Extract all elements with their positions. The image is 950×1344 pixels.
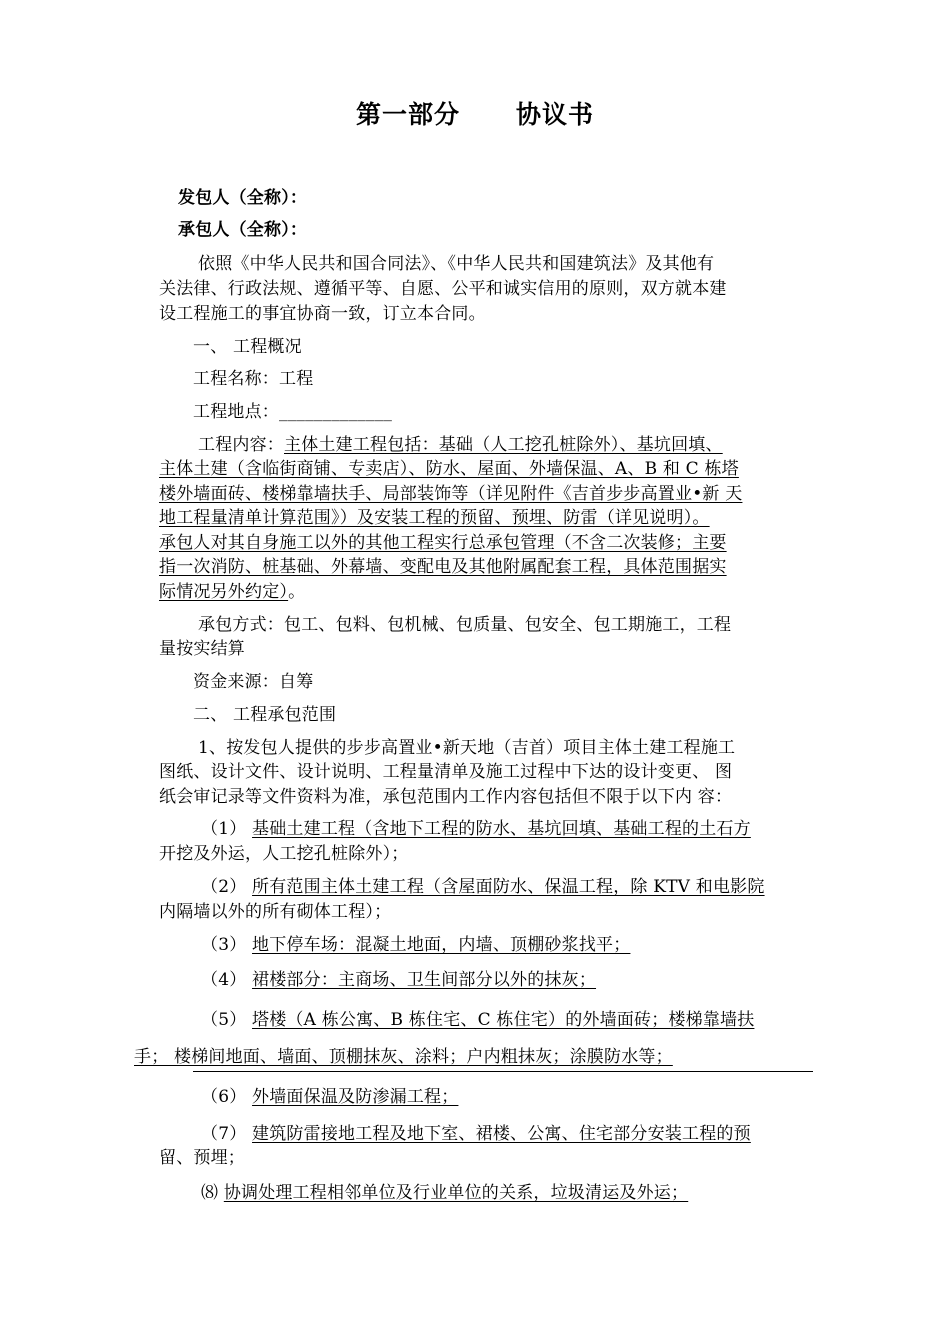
scope-intro: 1、按发包人提供的步步高置业•新天地（吉首）项目主体土建工程施工 (198, 738, 736, 758)
project-location-blank: _____________ (279, 402, 393, 422)
item-number: ⑻ (201, 1183, 219, 1203)
item-number: （7） (201, 1124, 247, 1144)
item-text: 外墙面保温及防渗漏工程； (252, 1087, 459, 1107)
preamble-line: 设工程施工的事宜协商一致，订立本合同。 (159, 304, 486, 324)
scope-item (201, 1085, 458, 1109)
page-title (0, 98, 950, 132)
item-number: （3） (201, 935, 247, 955)
item-text: 地下停车场：混凝土地面，内墙、顶棚砂浆找平； (252, 935, 631, 955)
scope-item (201, 817, 751, 841)
scope-intro: 图纸、设计文件、设计说明、工程量清单及施工过程中下达的设计变更、 图 (159, 762, 733, 782)
project-location-label: 工程地点： (193, 402, 279, 422)
content-line (198, 433, 723, 457)
scope-item (201, 968, 596, 992)
funding: 资金来源：自筹 (193, 672, 314, 692)
item-number: （1） (201, 819, 247, 839)
content-line: 地工程量清单计算范围》）及安装工程的预留、预埋、防雷（详见说明）。 (159, 508, 710, 528)
scope-item-cont: 内隔墙以外的所有砌体工程）； (159, 902, 392, 922)
item-number: （6） (201, 1087, 247, 1107)
item-text: 建筑防雷接地工程及地下室、裙楼、公寓、住宅部分安装工程的预 (252, 1124, 751, 1144)
scope-item (201, 875, 765, 899)
project-location (193, 400, 392, 424)
content-text: 际情况另外约定） (159, 582, 289, 602)
contractor-label: 承包人（全称）： (178, 220, 308, 240)
scope-item (201, 1181, 688, 1205)
content-line: 承包人对其自身施工以外的其他工程实行总承包管理（不含二次装修；主要 (159, 533, 727, 553)
item-text: 所有范围主体土建工程（含屋面防水、保温工程，除 KTV 和电影院 (252, 877, 765, 897)
item-number: （2） (201, 877, 247, 897)
scope-item (201, 933, 630, 957)
scope-item (201, 1008, 754, 1032)
preamble-line: 依照《中华人民共和国合同法》、《中华人民共和国建筑法》及其他有 (198, 254, 715, 274)
title-part: 第一部分 (355, 100, 460, 129)
preamble-line: 关法律、行政法规、遵循平等、自愿、公平和诚实信用的原则，双方就本建 (159, 279, 727, 299)
contract-mode: 承包方式：包工、包料、包机械、包质量、包安全、包工期施工，工程 (198, 615, 732, 635)
item-text: 裙楼部分：主商场、卫生间部分以外的抹灰； (252, 970, 597, 990)
scope-intro: 纸会审记录等文件资料为准，承包范围内工作内容包括但不限于以下内 容： (159, 787, 733, 807)
content-line (159, 580, 305, 604)
item-text: 基础土建工程（含地下工程的防水、基坑回填、基础工程的土石方 (252, 819, 751, 839)
scope-item-cont: 手； 楼梯间地面、墙面、顶棚抹灰、涂料；户内粗抹灰；涂膜防水等； (134, 1047, 673, 1067)
content-text: 主体土建工程包括：基础（人工挖孔桩除外）、基坑回填、 (284, 435, 723, 455)
section1-heading: 一、 工程概况 (193, 337, 302, 357)
content-label: 工程内容： (198, 435, 284, 455)
content-line: 指一次消防、桩基础、外幕墙、变配电及其他附属配套工程，具体范围据实 (159, 557, 727, 577)
divider-line (193, 1071, 813, 1072)
title-name: 协议书 (516, 100, 595, 129)
scope-item (201, 1122, 751, 1146)
content-line: 楼外墙面砖、楼梯靠墙扶手、局部装饰等（详见附件《吉首步步高置业•新 天 (159, 484, 743, 504)
employer-label: 发包人（全称）： (178, 188, 308, 208)
item-number: （5） (201, 1010, 247, 1030)
contract-mode: 量按实结算 (159, 639, 245, 659)
scope-item-cont: 留、预埋； (159, 1148, 245, 1168)
project-name: 工程名称：工程 (193, 369, 314, 389)
item-number: （4） (201, 970, 247, 990)
item-text: 塔楼（A 栋公寓、B 栋住宅、C 栋住宅）的外墙面砖；楼梯靠墙扶 (252, 1010, 755, 1030)
scope-item-cont: 开挖及外运，人工挖孔桩除外）； (159, 844, 409, 864)
item-text: 协调处理工程相邻单位及行业单位的关系，垃圾清运及外运； (223, 1183, 689, 1203)
section2-heading: 二、 工程承包范围 (193, 705, 337, 725)
content-end: 。 (288, 582, 306, 602)
content-line: 主体土建（含临街商铺、专卖店）、防水、屋面、外墙保温、A、B 和 C 栋塔 (159, 459, 739, 479)
